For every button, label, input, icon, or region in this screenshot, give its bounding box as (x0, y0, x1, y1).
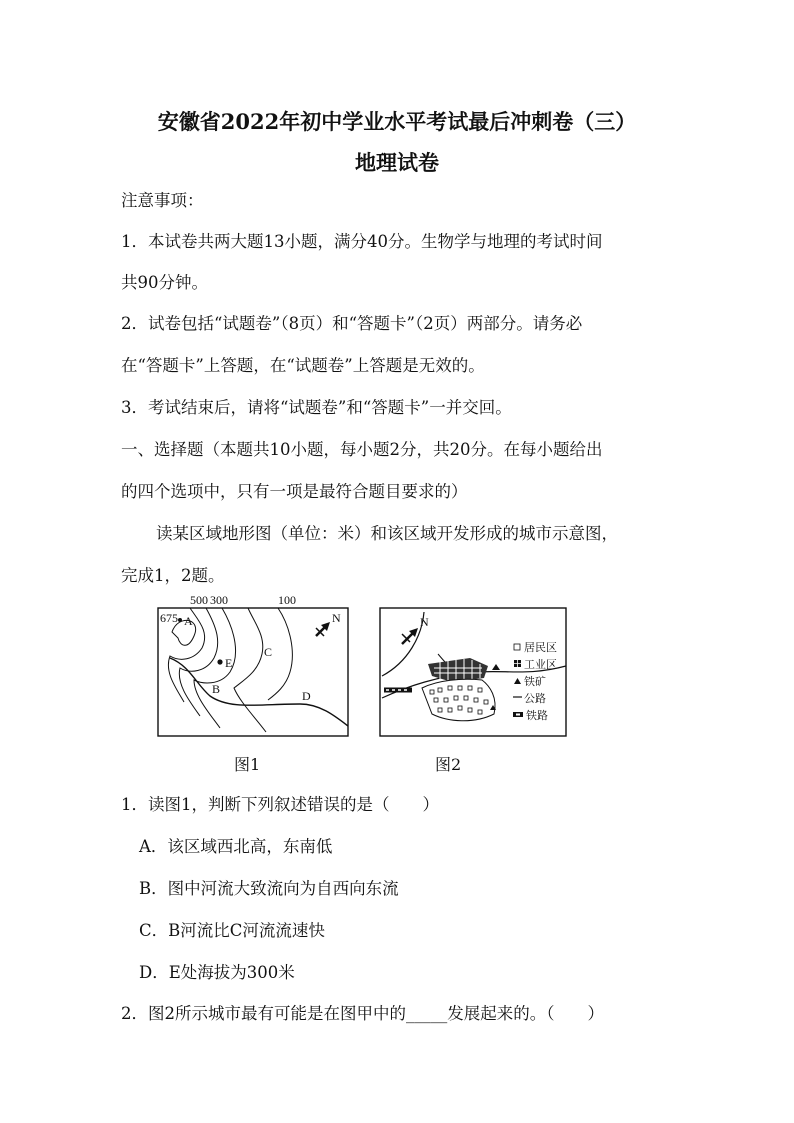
intro-line-2: 完成1，2题。 (121, 566, 225, 585)
contour-label-300: 300 (210, 593, 228, 607)
legend-residential-swatch (514, 644, 520, 650)
exam-subtitle: 地理试卷 (355, 150, 439, 175)
point-E-label: E (225, 656, 233, 670)
point-D-label: D (302, 689, 311, 703)
note-line-1: 1．本试卷共两大题13小题，满分40分。生物学与地理的考试时间 (121, 232, 603, 251)
question-1-stem: 1．读图1，判断下列叙述错误的是（ ） (121, 795, 439, 814)
legend-mine: 铁矿 (524, 675, 546, 688)
contour-label-500: 500 (190, 593, 208, 607)
north-label-2: N (420, 615, 429, 629)
peak-label: 675 (160, 611, 178, 625)
section-heading-1: 一、选择题（本题共10小题，每小题2分，共20分。在每小题给出 (121, 440, 603, 459)
note-line-4: 在“答题卡”上答题，在“试题卷”上答题是无效的。 (121, 356, 485, 375)
note-line-2: 共90分钟。 (121, 273, 208, 292)
question-2-stem: 2．图2所示城市最有可能是在图甲中的_____发展起来的。（ ） (121, 1004, 604, 1023)
contour-label-100: 100 (278, 593, 296, 607)
figure-1-caption: 图1 (234, 755, 261, 774)
figure-2-city-map (378, 606, 570, 740)
question-1-option-a: A．该区域西北高，东南低 (139, 837, 333, 856)
section-heading-2: 的四个选项中，只有一项是最符合题目要求的） (121, 482, 468, 501)
question-1-option-c: C．B河流比C河流流速快 (139, 921, 325, 940)
figure-1-contour-map (150, 592, 355, 742)
intro-line-1: 读某区域地形图（单位：米）和该区域开发形成的城市示意图， (156, 524, 618, 543)
legend-industrial: 工业区 (524, 658, 557, 671)
question-1-option-d: D．E处海拔为300米 (139, 963, 295, 982)
legend-residential: 居民区 (524, 641, 557, 654)
legend-road: 公路 (524, 692, 546, 705)
note-line-5: 3．考试结束后，请将“试题卷”和“答题卡”一并交回。 (121, 398, 512, 417)
legend-railway: 铁路 (526, 709, 548, 722)
exam-title: 安徽省2022年初中学业水平考试最后冲刺卷（三） (157, 109, 637, 134)
north-label-1: N (332, 611, 341, 625)
notes-heading: 注意事项： (121, 191, 204, 210)
point-E-dot (217, 659, 222, 664)
point-A-label: A (184, 614, 193, 628)
question-1-option-b: B．图中河流大致流向为自西向东流 (139, 879, 399, 898)
note-line-3: 2．试卷包括“试题卷”（8页）和“答题卡”（2页）两部分。请务必 (121, 314, 583, 333)
point-C-label: C (264, 645, 273, 659)
figure-2-caption: 图2 (435, 755, 462, 774)
point-A-dot (178, 618, 182, 622)
point-B-label: B (212, 682, 221, 696)
